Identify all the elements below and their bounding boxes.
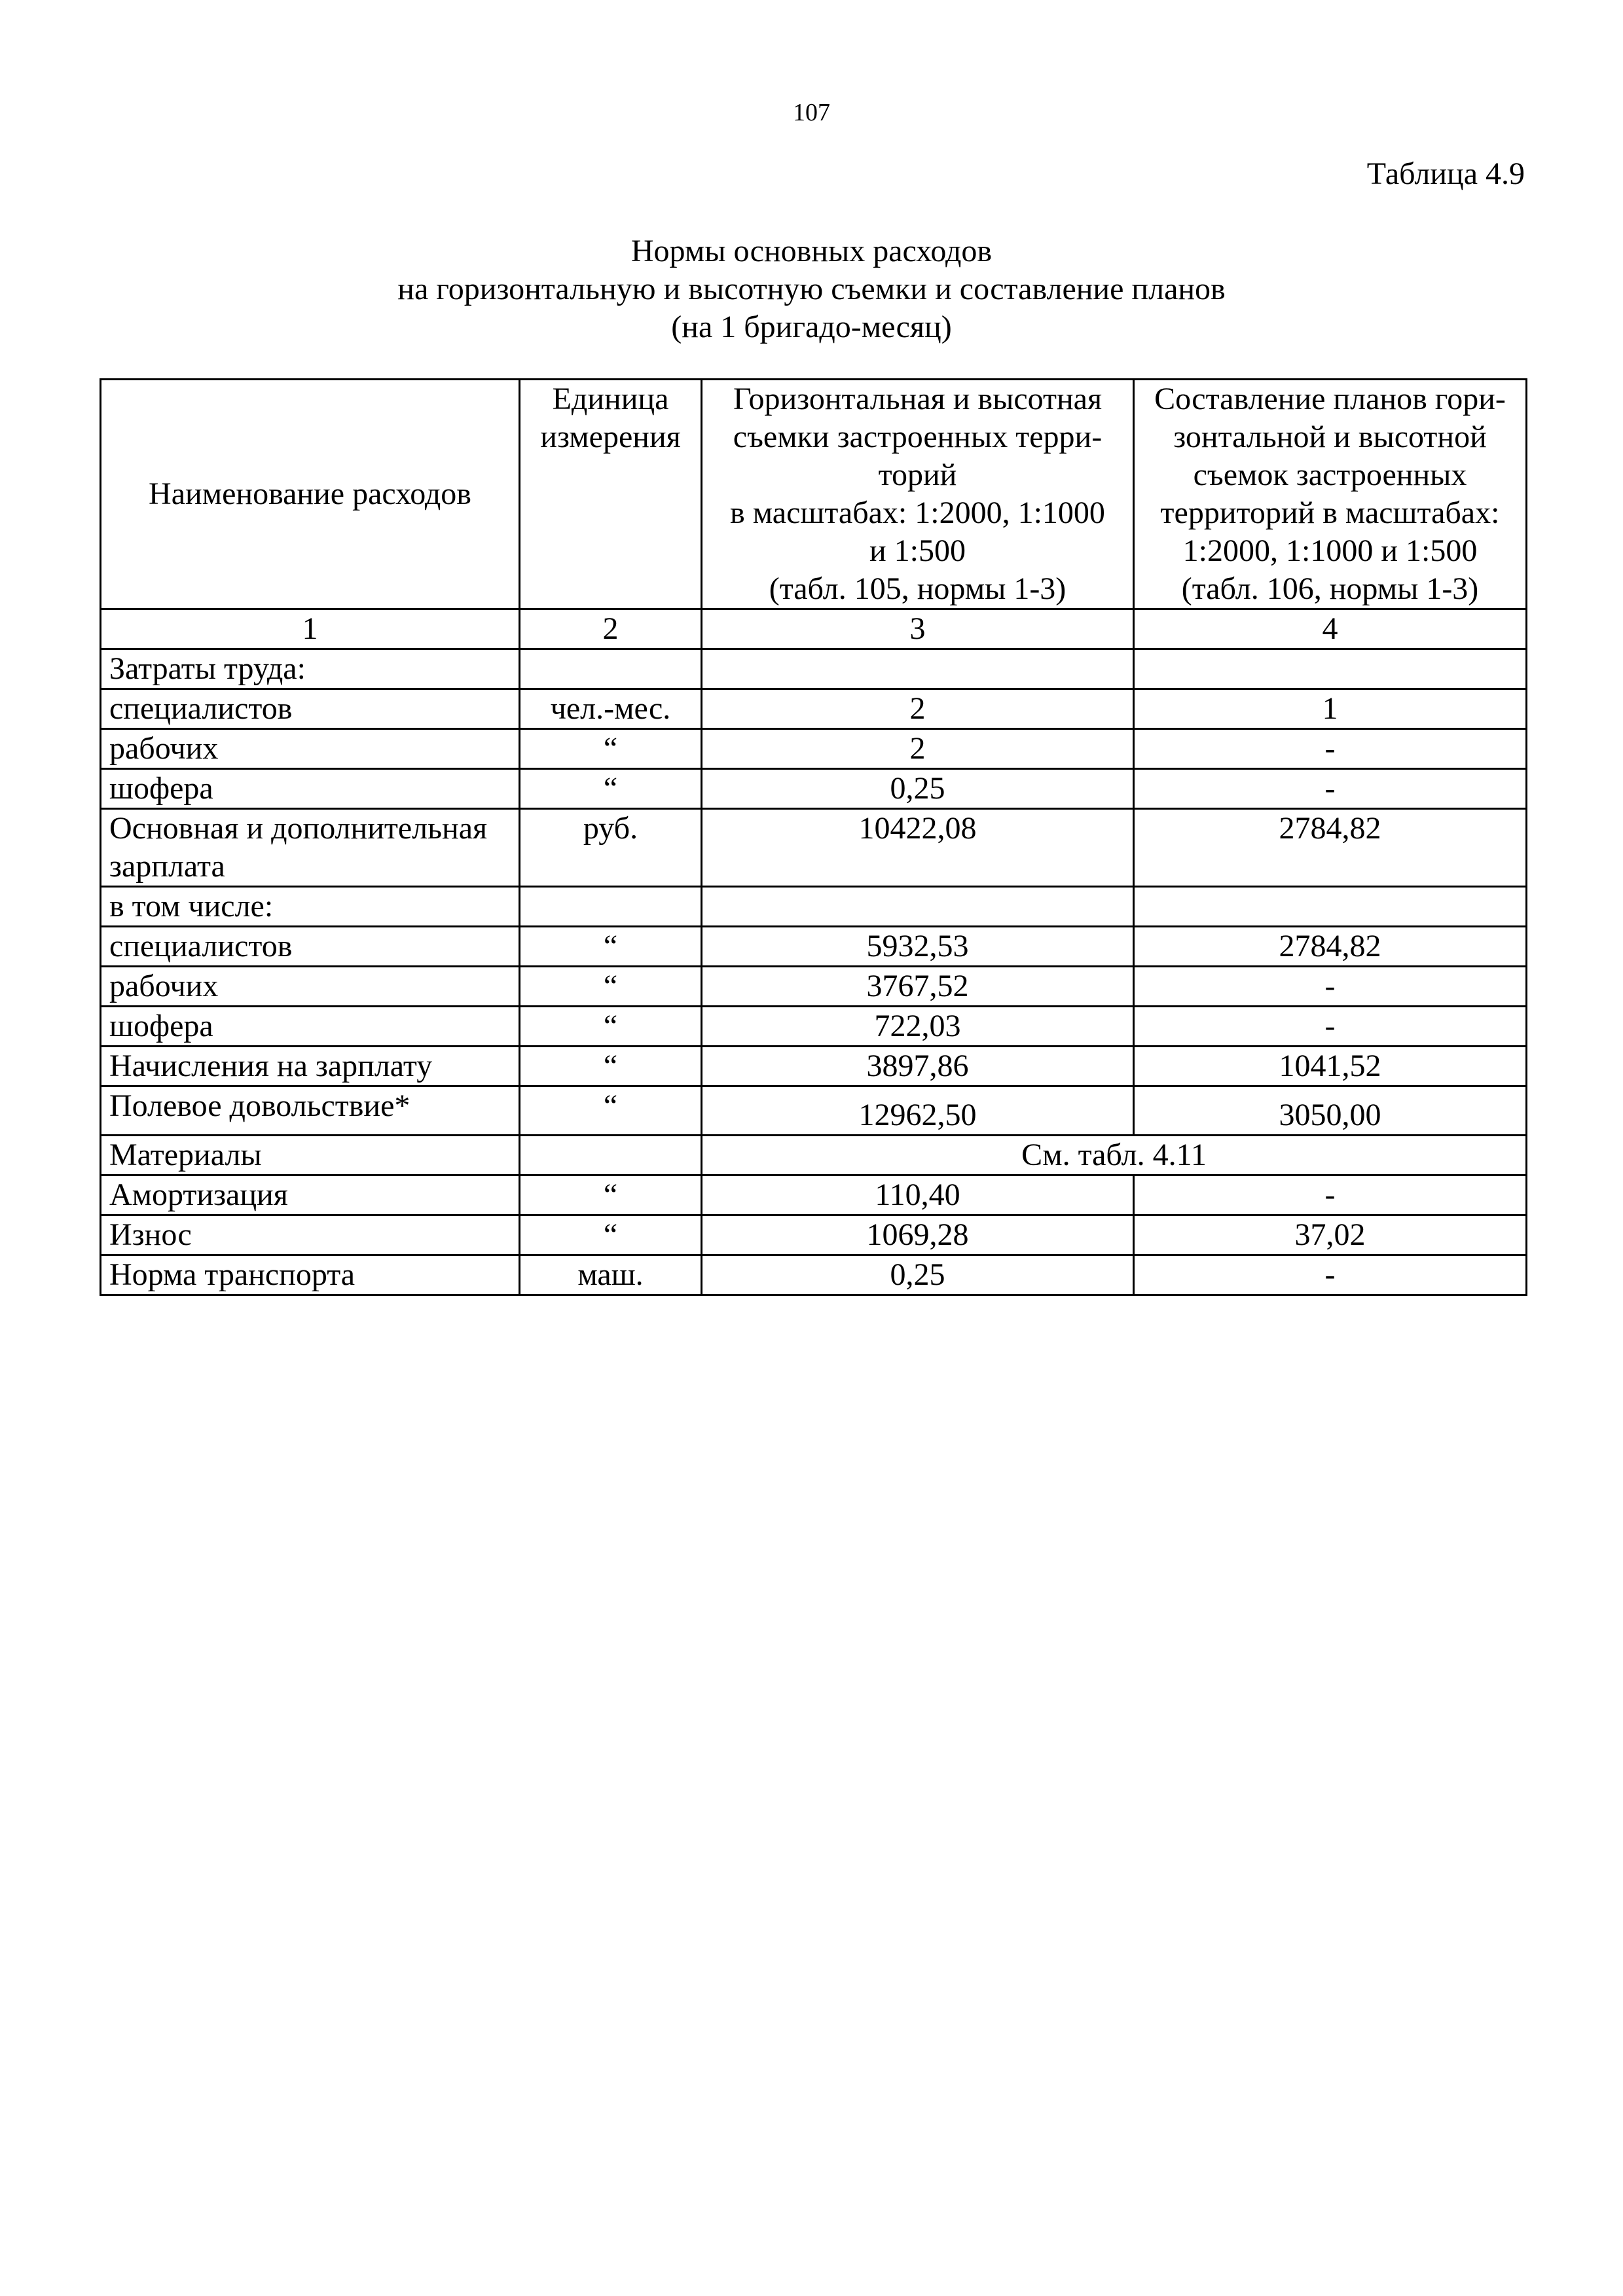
caption-line: (на 1 бригадо-месяц): [671, 310, 952, 344]
table-caption: [0, 232, 1623, 346]
row-unit: [520, 887, 702, 927]
row-name: Амортизация: [101, 1175, 520, 1215]
column-number: 4: [1134, 609, 1527, 649]
header-col4-line: съемок застроенных: [1193, 457, 1467, 492]
row-unit: “: [520, 769, 702, 809]
header-col3-line: в масштабах: 1:2000, 1:1000: [730, 495, 1105, 530]
row-value-col4: -: [1134, 769, 1527, 809]
table-row: [101, 809, 1527, 887]
row-unit: “: [520, 927, 702, 967]
row-value-col3: 5932,53: [702, 927, 1134, 967]
row-value-col4: -: [1134, 729, 1527, 769]
header-unit-line: измерения: [540, 420, 681, 454]
header-unit: [520, 380, 702, 609]
row-unit: руб.: [520, 809, 702, 887]
row-name: Затраты труда:: [101, 649, 520, 689]
table-row: [101, 927, 1527, 967]
row-value-col4: 2784,82: [1134, 809, 1527, 887]
table-row: [101, 887, 1527, 927]
header-col3-line: торий: [878, 457, 957, 492]
table-row: [101, 1136, 1527, 1175]
page-number: 107: [793, 99, 830, 126]
row-unit: “: [520, 1047, 702, 1086]
row-unit: маш.: [520, 1255, 702, 1295]
row-value-col3: 1069,28: [702, 1215, 1134, 1255]
row-value-col4: -: [1134, 1175, 1527, 1215]
row-unit: [520, 649, 702, 689]
table-number: Таблица 4.9: [1366, 156, 1525, 191]
table-row: [101, 1007, 1527, 1047]
row-unit: чел.-мес.: [520, 689, 702, 729]
header-col3-line: Горизонтальная и высотная: [733, 382, 1103, 416]
header-col4-line: (табл. 106, нормы 1-3): [1181, 571, 1479, 606]
column-number: 2: [520, 609, 702, 649]
table-row: [101, 967, 1527, 1007]
row-value-col4: [1134, 887, 1527, 927]
row-unit: “: [520, 1175, 702, 1215]
norms-table: [100, 378, 1527, 1296]
row-name: шофера: [101, 1007, 520, 1047]
table-row: [101, 769, 1527, 809]
row-value-col3: 0,25: [702, 1255, 1134, 1295]
row-name: Норма транспорта: [101, 1255, 520, 1295]
row-name: в том числе:: [101, 887, 520, 927]
row-value-col4: -: [1134, 1255, 1527, 1295]
row-name: специалистов: [101, 689, 520, 729]
row-name: Полевое довольствие*: [101, 1086, 520, 1136]
header-col4: [1134, 380, 1527, 609]
row-value-col3: 3897,86: [702, 1047, 1134, 1086]
row-value-col3: 2: [702, 689, 1134, 729]
row-name: Износ: [101, 1215, 520, 1255]
row-name-line: зарплата: [109, 849, 225, 884]
table-row: [101, 649, 1527, 689]
header-col3-line: съемки застроенных терри-: [733, 420, 1103, 454]
row-value-col3: 3767,52: [702, 967, 1134, 1007]
row-name: Материалы: [101, 1136, 520, 1175]
column-number: 3: [702, 609, 1134, 649]
table-row: [101, 1255, 1527, 1295]
row-value-col4: -: [1134, 967, 1527, 1007]
row-name: [101, 809, 520, 887]
row-value-col3: 2: [702, 729, 1134, 769]
row-value-col3: 110,40: [702, 1175, 1134, 1215]
table-row: [101, 1047, 1527, 1086]
row-value-col4: [1134, 649, 1527, 689]
header-col4-line: Составление планов гори-: [1154, 382, 1506, 416]
row-name: специалистов: [101, 927, 520, 967]
row-value-merged: См. табл. 4.11: [702, 1136, 1527, 1175]
row-name: рабочих: [101, 967, 520, 1007]
header-col4-line: 1:2000, 1:1000 и 1:500: [1182, 533, 1478, 568]
row-unit: “: [520, 1007, 702, 1047]
table-row: [101, 1215, 1527, 1255]
header-col3-line: (табл. 105, нормы 1-3): [769, 571, 1067, 606]
row-value-col3: 0,25: [702, 769, 1134, 809]
row-unit: “: [520, 1215, 702, 1255]
row-value-col4: -: [1134, 1007, 1527, 1047]
row-unit: [520, 1136, 702, 1175]
row-name-line: Основная и дополнительная: [109, 811, 488, 846]
row-name: шофера: [101, 769, 520, 809]
header-col4-line: территорий в масштабах:: [1160, 495, 1500, 530]
row-value-col3: 722,03: [702, 1007, 1134, 1047]
header-unit-line: Единица: [552, 382, 669, 416]
caption-line: Нормы основных расходов: [630, 234, 993, 268]
row-value-col4: 1041,52: [1134, 1047, 1527, 1086]
table-row: [101, 1175, 1527, 1215]
row-value-col4: 37,02: [1134, 1215, 1527, 1255]
table-row: [101, 729, 1527, 769]
table-row: [101, 689, 1527, 729]
row-unit: “: [520, 729, 702, 769]
row-value-col4: 3050,00: [1134, 1086, 1527, 1136]
row-value-col4: 2784,82: [1134, 927, 1527, 967]
row-value-col4: 1: [1134, 689, 1527, 729]
row-value-col3: [702, 649, 1134, 689]
header-col3: [702, 380, 1134, 609]
table-row: [101, 1086, 1527, 1136]
row-value-col3: 10422,08: [702, 809, 1134, 887]
row-name: рабочих: [101, 729, 520, 769]
header-col4-line: зонтальной и высотной: [1173, 420, 1487, 454]
header-name: Наименование расходов: [101, 380, 520, 609]
row-value-col3: [702, 887, 1134, 927]
row-name: Начисления на зарплату: [101, 1047, 520, 1086]
row-value-col3: 12962,50: [702, 1086, 1134, 1136]
row-unit: “: [520, 967, 702, 1007]
column-number: 1: [101, 609, 520, 649]
row-unit: “: [520, 1086, 702, 1136]
caption-line: на горизонтальную и высотную съемки и составление планов: [397, 272, 1226, 306]
table-header-row: [101, 380, 1527, 609]
header-col3-line: и 1:500: [869, 533, 966, 568]
column-number-row: [101, 609, 1527, 649]
